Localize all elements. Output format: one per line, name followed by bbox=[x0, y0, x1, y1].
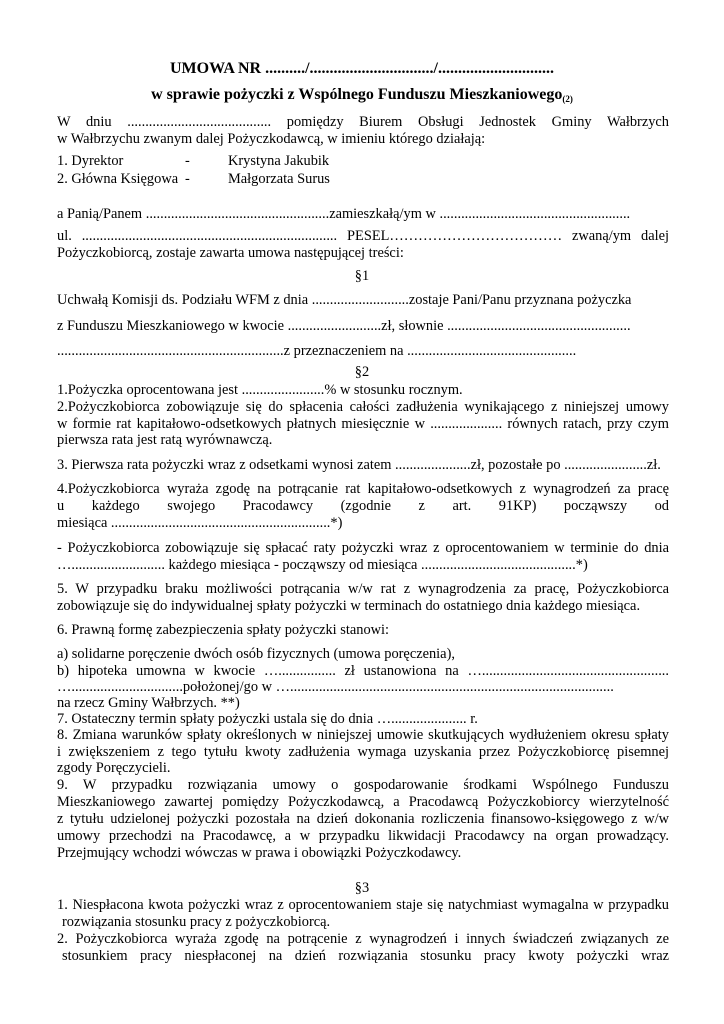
paragraph-line: Mieszkaniowego zawartej pomiędzy Pożyczkodawcą, a Pracodawcą Pożyczkobiorcy wierzytelność bbox=[57, 794, 669, 810]
signatory-role: 1. Dyrektor bbox=[57, 153, 124, 169]
paragraph-line: w formie rat kapitałowo-odsetkowych płatnych miesięcznie w .................... równych ratach, przy czym bbox=[57, 416, 669, 432]
borrower-line: a Panią/Panem ...................................................zamieszkałą/ym w ..................................................... bbox=[57, 206, 631, 222]
section-1-line: Uchwałą Komisji ds. Podziału WFM z dnia ...........................zostaje Pani/Panu przyznana pożyczka bbox=[57, 292, 632, 308]
paragraph-line: 3. Pierwsza rata pożyczki wraz z odsetkami wynosi zatem .....................zł, pozostałe po .......................zł. bbox=[57, 457, 661, 473]
paragraph-line: zgody Poręczycieli. bbox=[57, 760, 171, 776]
footnote-marker: (2) bbox=[562, 94, 573, 104]
section-1-line: ...............................................................z przeznaczeniem na ............................................... bbox=[57, 343, 577, 359]
paragraph-line: Przejmujący wchodzi wówczas w prawa i obowiązki Pożyczkodawcy. bbox=[57, 845, 462, 861]
section-2-header: §2 bbox=[354, 364, 370, 380]
signatory-name: Krystyna Jakubik bbox=[228, 153, 330, 169]
paragraph-line: a) solidarne poręczenie dwóch osób fizycznych (umowa poręczenia), bbox=[57, 646, 455, 662]
paragraph-line: 2. Pożyczkobiorca wyraża zgodę na potrącenie z wynagrodzeń i innych świadczeń związanych ze bbox=[57, 931, 669, 947]
paragraph-line: 4.Pożyczkobiorca wyraża zgodę na potrącanie rat kapitałowo-odsetkowych z wynagrodzeń za pracę bbox=[57, 481, 669, 497]
paragraph-line: pierwsza rata jest ratą wyrównawczą. bbox=[57, 432, 273, 448]
paragraph-line: 7. Ostateczny termin spłaty pożyczki ustala się do dnia …..................... r. bbox=[57, 711, 478, 727]
intro-line: w Wałbrzychu zwanym dalej Pożyczkodawcą, w imieniu którego działają: bbox=[57, 131, 486, 147]
contract-title: UMOWA NR ........../.............................../............................. bbox=[170, 60, 554, 77]
paragraph-line: ….......................... każdego miesiąca - począwszy od miesiąca ...........................................*) bbox=[57, 557, 588, 573]
contract-subject-text: w sprawie pożyczki z Wspólnego Funduszu Mieszkaniowego bbox=[151, 86, 563, 103]
paragraph-line: i zwiększeniem z tego tytułu kwoty zadłużenia wymaga uzyskania przez Pożyczkobiorcę pisemnej bbox=[57, 744, 669, 760]
paragraph-line: u każdego swojego Pracodawcy (zgodnie z art. 91KP) począwszy od bbox=[57, 498, 669, 514]
paragraph-line: miesiąca .............................................................*) bbox=[57, 515, 343, 531]
paragraph-line: b) hipoteka umowna w kwocie …................ zł ustanowiona na ….................................................... bbox=[57, 663, 669, 679]
paragraph-line: zobowiązuje się do indywidualnej spłaty pożyczki w terminach do ostatniego dnia każdego miesiąca. bbox=[57, 598, 641, 614]
paragraph-line: rozwiązania stosunku pracy z pożyczkobiorcą. bbox=[62, 914, 331, 930]
borrower-line: Pożyczkobiorcą, zostaje zawarta umowa następującej treści: bbox=[57, 245, 404, 261]
contract-subject bbox=[0, 86, 724, 108]
signatory-dash: - bbox=[185, 171, 190, 187]
paragraph-line: 6. Prawną formę zabezpieczenia spłaty pożyczki stanowi: bbox=[57, 622, 390, 638]
paragraph-line: …...............................położonej/go w ….......................................................................................... bbox=[57, 679, 614, 695]
signatory-role: 2. Główna Księgowa bbox=[57, 171, 179, 187]
intro-line: W dniu ........................................ pomiędzy Biurem Obsługi Jednostek Gminy Wałbrzych bbox=[57, 114, 669, 130]
paragraph-line: 5. W przypadku braku możliwości potrącania w/w rat z wynagrodzenia za pracę, Pożyczkobiorca bbox=[57, 581, 669, 597]
paragraph-line: z tytułu udzielonej pożyczki pozostała na dzień dokonania rozliczenia finansowo-księgowego z w/w bbox=[57, 811, 669, 827]
section-1-line: z Funduszu Mieszkaniowego w kwocie ..........................zł, słownie ................................................... bbox=[57, 318, 631, 334]
section-1-header: §1 bbox=[354, 268, 370, 284]
paragraph-line: 9. W przypadku rozwiązania umowy o gospodarowanie środkami Wspólnego Funduszu bbox=[57, 777, 669, 793]
signatory-dash: - bbox=[185, 153, 190, 169]
paragraph-line: - Pożyczkobiorca zobowiązuje się spłacać raty pożyczki wraz z oprocentowaniem w terminie do dnia bbox=[57, 540, 669, 556]
paragraph-line: 1.Pożyczka oprocentowana jest .......................% w stosunku rocznym. bbox=[57, 382, 463, 398]
section-3-header: §3 bbox=[354, 880, 370, 896]
paragraph-line: umowy przechodzi na Pracodawcę, a w przypadku likwidacji Pracodawcy na organ prowadzący. bbox=[57, 828, 669, 844]
paragraph-line: 2.Pożyczkobiorca zobowiązuje się do spłacenia całości zadłużenia wynikającego z niniejszej umowy bbox=[57, 399, 669, 415]
paragraph-line: stosunkiem pracy niespłaconej na dzień rozwiązania stosunku pracy kwoty pożyczki wraz bbox=[62, 948, 669, 964]
signatory-name: Małgorzata Surus bbox=[228, 171, 330, 187]
paragraph-line: 8. Zmiana warunków spłaty określonych w niniejszej umowie skutkujących wydłużeniem okresu spłaty bbox=[57, 727, 669, 743]
borrower-line: ul. ....................................................................... PESEL……………………………… zwaną/ym dalej bbox=[57, 228, 669, 244]
paragraph-line: na rzecz Gminy Wałbrzych. **) bbox=[57, 695, 240, 711]
paragraph-line: 1. Niespłacona kwota pożyczki wraz z oprocentowaniem staje się natychmiast wymagalna w przypadku bbox=[57, 897, 669, 913]
